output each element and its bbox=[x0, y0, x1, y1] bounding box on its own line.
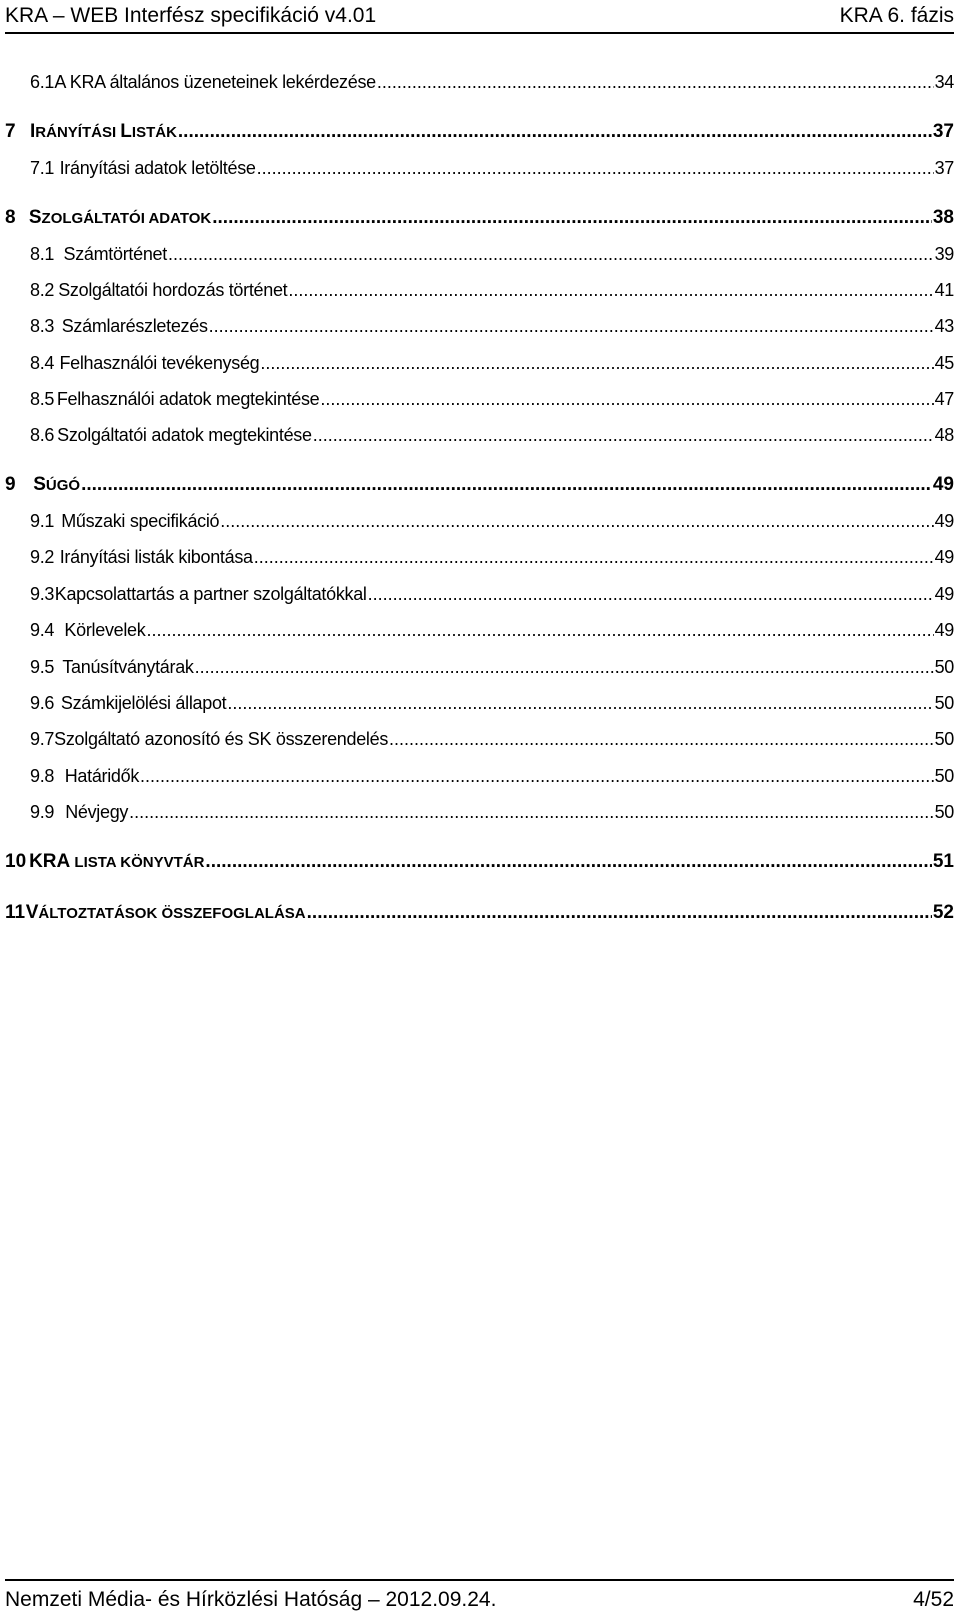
toc-entry-title: KRA LISTA KÖNYVTÁR bbox=[29, 851, 205, 872]
toc-entry[interactable] bbox=[30, 244, 954, 265]
toc-entry[interactable] bbox=[30, 72, 954, 93]
toc-entry-chapter[interactable] bbox=[5, 121, 954, 143]
toc-entry-title: Szolgáltatói hordozás történet bbox=[58, 280, 288, 300]
toc-leader-dots bbox=[313, 425, 934, 446]
toc-entry-chapter[interactable] bbox=[5, 474, 954, 496]
toc-entry-number: 8.3 bbox=[30, 316, 55, 336]
toc-leader-dots bbox=[129, 802, 933, 823]
toc-entry-title: Kapcsolattartás a partner szolgáltatókkal bbox=[54, 584, 367, 604]
toc-entry-number: 8.1 bbox=[30, 244, 55, 264]
toc-entry-page: 49 bbox=[934, 511, 954, 531]
toc-entry-number: 7 bbox=[5, 121, 16, 142]
toc-entry-number: 11 bbox=[5, 902, 26, 923]
toc-entry[interactable] bbox=[30, 158, 954, 179]
toc-entry-number: 9.5 bbox=[30, 657, 55, 677]
toc-leader-dots bbox=[209, 316, 934, 337]
toc-entry[interactable] bbox=[30, 389, 954, 410]
toc-leader-dots bbox=[377, 72, 934, 93]
toc-entry-number: 9.4 bbox=[30, 620, 55, 640]
toc-entry[interactable] bbox=[30, 511, 954, 532]
toc-entry[interactable] bbox=[30, 547, 954, 568]
toc-leader-dots bbox=[205, 851, 931, 873]
toc-entry-number: 9.8 bbox=[30, 766, 55, 786]
toc-entry-title: Felhasználói tevékenység bbox=[59, 353, 260, 373]
toc-leader-dots bbox=[168, 244, 934, 265]
toc-entry-number: 9.2 bbox=[30, 547, 55, 567]
toc-entry-title: Szolgáltatói adatok megtekintése bbox=[57, 425, 312, 445]
toc-entry-page: 45 bbox=[934, 353, 954, 373]
toc-leader-dots bbox=[81, 474, 932, 496]
page-footer bbox=[5, 1579, 954, 1618]
toc-leader-dots bbox=[212, 207, 932, 229]
toc-leader-dots bbox=[257, 158, 934, 179]
toc-entry-number: 9.3 bbox=[30, 584, 55, 604]
toc-entry[interactable] bbox=[30, 316, 954, 337]
toc-entry-page: 50 bbox=[934, 766, 954, 786]
toc-entry-number: 7.1 bbox=[30, 158, 55, 178]
toc-entry[interactable] bbox=[30, 766, 954, 787]
toc-entry-number: 8.6 bbox=[30, 425, 55, 445]
toc-entry[interactable] bbox=[30, 280, 954, 301]
toc-entry-number: 10 bbox=[5, 851, 27, 872]
toc-entry-title: SÚGÓ bbox=[33, 474, 81, 495]
toc-entry-page: 51 bbox=[932, 851, 954, 872]
toc-leader-dots bbox=[227, 693, 933, 714]
toc-leader-dots bbox=[220, 511, 933, 532]
toc-entry[interactable] bbox=[30, 425, 954, 446]
toc-entry-page: 37 bbox=[932, 121, 954, 142]
toc-entry-title: IRÁNYÍTÁSI LISTÁK bbox=[30, 121, 177, 142]
toc-entry-page: 49 bbox=[934, 620, 954, 640]
toc-entry-page: 34 bbox=[934, 72, 954, 92]
toc-leader-dots bbox=[195, 657, 934, 678]
toc-entry-page: 52 bbox=[932, 902, 954, 923]
toc-leader-dots bbox=[320, 389, 933, 410]
footer-organization-date: Nemzeti Média- és Hírközlési Hatóság – 2012.09.24. bbox=[5, 1588, 497, 1611]
toc-leader-dots bbox=[140, 766, 934, 787]
toc-entry-title: VÁLTOZTATÁSOK ÖSSZEFOGLALÁSA bbox=[25, 902, 306, 923]
toc-entry-number: 8.4 bbox=[30, 353, 55, 373]
toc-entry-page: 49 bbox=[934, 547, 954, 567]
toc-entry-title: Számkijelölési állapot bbox=[60, 693, 227, 713]
toc-leader-dots bbox=[178, 121, 932, 143]
toc-entry-chapter[interactable] bbox=[5, 902, 954, 924]
toc-entry-page: 50 bbox=[934, 693, 954, 713]
toc-entry-title: Felhasználói adatok megtekintése bbox=[56, 389, 320, 409]
header-document-title: KRA – WEB Interfész specifikáció v4.01 bbox=[5, 4, 377, 27]
toc-entry-number: 8 bbox=[5, 207, 16, 228]
toc-entry-page: 37 bbox=[934, 158, 954, 178]
toc-entry[interactable] bbox=[30, 693, 954, 714]
toc-entry-page: 50 bbox=[934, 802, 954, 822]
toc-leader-dots bbox=[288, 280, 933, 301]
page-header bbox=[5, 0, 954, 34]
toc-entry-page: 47 bbox=[934, 389, 954, 409]
toc-entry-number: 9.6 bbox=[30, 693, 55, 713]
toc-entry-number: 8.5 bbox=[30, 389, 55, 409]
toc-entry[interactable] bbox=[30, 584, 954, 605]
toc-entry-title: Névjegy bbox=[65, 802, 129, 822]
toc-entry-page: 49 bbox=[934, 584, 954, 604]
header-phase: KRA 6. fázis bbox=[839, 4, 954, 27]
toc-entry[interactable] bbox=[30, 620, 954, 641]
toc-entry-title: Körlevelek bbox=[64, 620, 146, 640]
toc-entry-number: 9.9 bbox=[30, 802, 55, 822]
toc-entry-title: Irányítási adatok letöltése bbox=[59, 158, 256, 178]
toc-entry-number: 9.1 bbox=[30, 511, 55, 531]
toc-entry-title: Számlarészletezés bbox=[61, 316, 208, 336]
toc-leader-dots bbox=[307, 902, 932, 924]
toc-entry-page: 41 bbox=[934, 280, 954, 300]
toc-entry-title: SZOLGÁLTATÓI ADATOK bbox=[28, 207, 212, 228]
toc-entry[interactable] bbox=[30, 657, 954, 678]
toc-entry-page: 39 bbox=[934, 244, 954, 264]
toc-entry-chapter[interactable] bbox=[5, 207, 954, 229]
toc-leader-dots bbox=[368, 584, 934, 605]
toc-leader-dots bbox=[260, 353, 933, 374]
toc-entry-title: Határidők bbox=[64, 766, 140, 786]
toc-entry-title: Irányítási listák kibontása bbox=[59, 547, 253, 567]
toc-entry-page: 49 bbox=[932, 474, 954, 495]
toc-entry-number: 8.2 bbox=[30, 280, 55, 300]
toc-entry-title: Tanúsítványtárak bbox=[62, 657, 194, 677]
toc-entry-page: 50 bbox=[934, 729, 954, 749]
toc-entry[interactable] bbox=[30, 802, 954, 823]
footer-page-number: 4/52 bbox=[913, 1588, 954, 1611]
toc-entry-page: 48 bbox=[934, 425, 954, 445]
toc-entry-title: Műszaki specifikáció bbox=[61, 511, 220, 531]
toc-entry-page: 43 bbox=[934, 316, 954, 336]
toc-entry[interactable] bbox=[30, 353, 954, 374]
toc-entry-title: A KRA általános üzeneteinek lekérdezése bbox=[54, 72, 376, 92]
toc-leader-dots bbox=[146, 620, 933, 641]
toc-entry-title: Számtörténet bbox=[63, 244, 167, 264]
toc-entry-number: 6.1 bbox=[30, 72, 55, 92]
toc-entry-page: 50 bbox=[934, 657, 954, 677]
toc-leader-dots bbox=[254, 547, 934, 568]
toc-entry-title: Szolgáltató azonosító és SK összerendelés bbox=[54, 729, 389, 749]
toc-entry[interactable] bbox=[30, 729, 954, 750]
toc-leader-dots bbox=[389, 729, 934, 750]
toc-entry-number: 9 bbox=[5, 474, 16, 495]
toc-entry-page: 38 bbox=[932, 207, 954, 228]
toc-entry-chapter[interactable] bbox=[5, 851, 954, 873]
toc-entry-number: 9.7 bbox=[30, 729, 55, 749]
